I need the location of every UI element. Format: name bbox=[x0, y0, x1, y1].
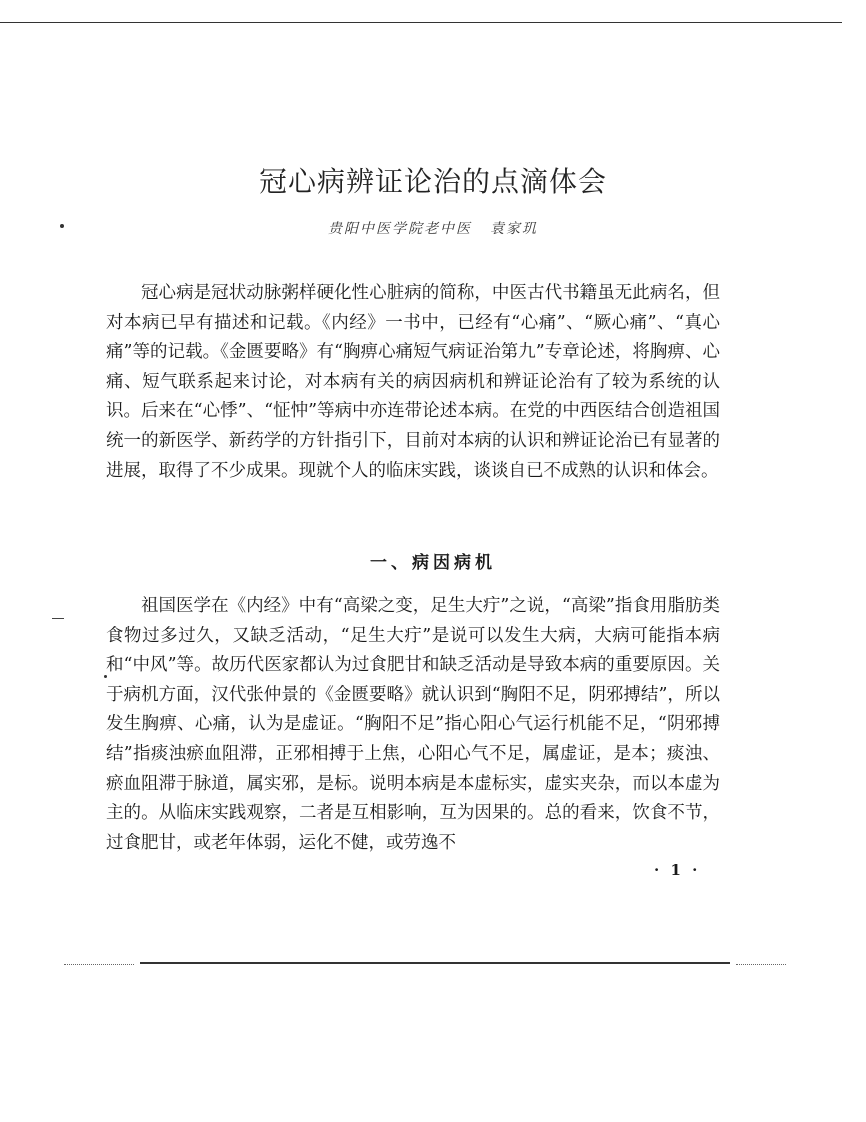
scan-mark bbox=[52, 618, 64, 619]
scan-dotted-line bbox=[64, 964, 134, 965]
author-name: 袁家玑 bbox=[490, 221, 538, 237]
byline bbox=[0, 218, 866, 238]
top-rule bbox=[0, 22, 842, 23]
intro-paragraph: 冠心病是冠状动脉粥样硬化性心脏病的简称，中医古代书籍虽无此病名，但对本病已早有描述和记载。《内经》一书中，已经有“心痛”、“厥心痛”、“真心痛”等的记载。《金匮要略》有“胸痹心痛短气病证治第九”专章论述，将胸痹、心痛、短气联系起来讨论，对本病有关的病因病机和辨证论治有了较为系统的认识。后来在“心悸”、“怔忡”等病中亦连带论述本病。在党的中西医结合创造祖国统一的新医学、新药学的方针指引下，目前对本病的认识和辨证论治已有显著的进展，取得了不少成果。现就个人的临床实践，谈谈自已不成熟的认识和体会。 bbox=[106, 283, 720, 481]
article-title: 冠心病辨证论治的点滴体会 bbox=[258, 165, 607, 198]
section-heading: 一、病因病机 bbox=[370, 553, 496, 573]
bottom-rule bbox=[140, 962, 730, 964]
section-body bbox=[106, 592, 720, 858]
intro-section bbox=[106, 279, 720, 486]
scan-dotted-line bbox=[736, 964, 786, 965]
scan-speck bbox=[60, 224, 64, 228]
author-affiliation: 贵阳中医学院老中医 bbox=[328, 221, 472, 237]
page-number: · 1 · bbox=[654, 861, 701, 879]
scan-speck bbox=[104, 675, 107, 678]
section-paragraph: 祖国医学在《内经》中有“高梁之变，足生大疔”之说，“高梁”指食用脂肪类食物过多过久，又缺乏活动，“足生大疔”是说可以发生大病，大病可能指本病和“中风”等。故历代医家都认为过食肥甘和缺乏活动是导致本病的重要原因。关于病机方面，汉代张仲景的《金匮要略》就认识到“胸阳不足，阴邪搏结”，所以发生胸痹、心痛，认为是虚证。“胸阳不足”指心阳心气运行机能不足，“阴邪搏结”指痰浊瘀血阻滞，正邪相搏于上焦，心阳心气不足，属虚证，是本；痰浊、瘀血阻滞于脉道，属实邪，是标。说明本病是本虚标实，虚实夹杂，而以本虚为主的。从临床实践观察，二者是互相影响，互为因果的。总的看来，饮食不节，过食肥甘，或老年体弱，运化不健，或劳逸不 bbox=[106, 596, 720, 853]
